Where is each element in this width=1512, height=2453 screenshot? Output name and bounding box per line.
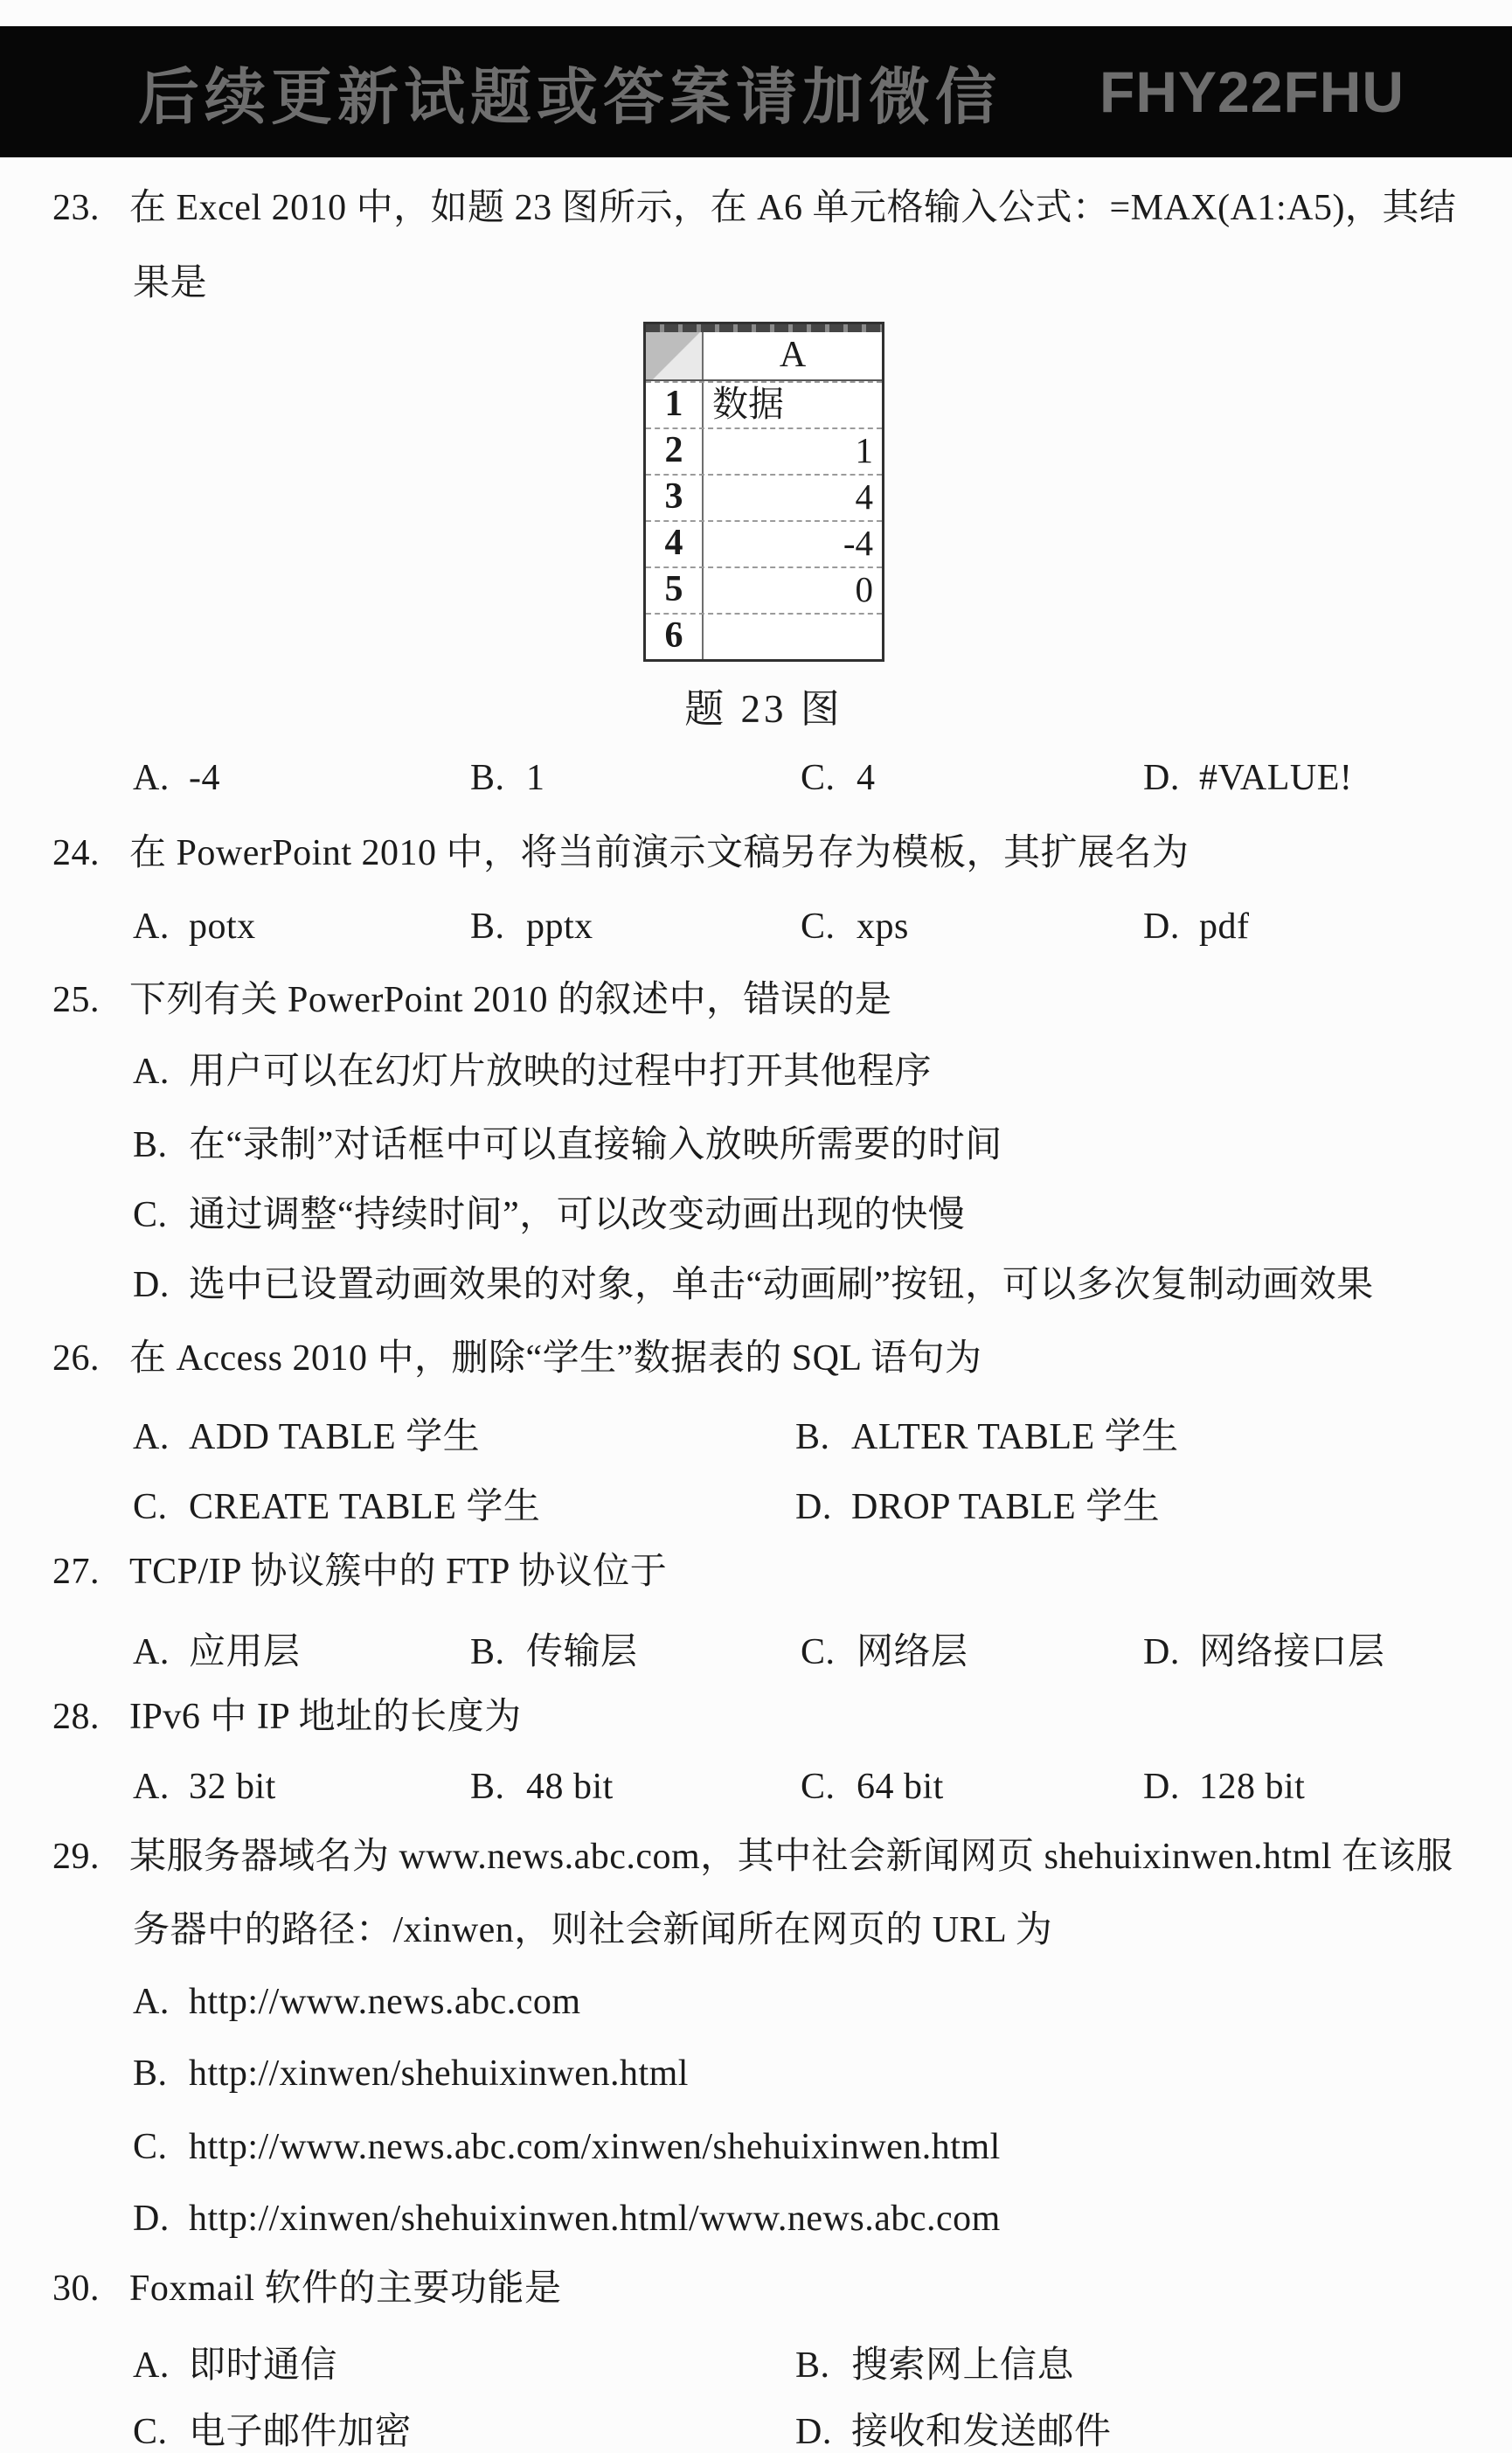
question-30-options-row-2: [0, 2402, 1512, 2453]
question-28-options: [0, 1766, 1512, 1820]
cell-a3-value: 4: [855, 476, 873, 517]
sheet-row-2: [646, 427, 882, 474]
option-25-c: C. 通过调整“持续时间”，可以改变动画出现的快慢: [133, 1195, 966, 1235]
excel-figure: [643, 322, 884, 662]
question-25-text: 下列有关 PowerPoint 2010 的叙述中，错误的是: [129, 980, 892, 1020]
question-27-options: [0, 1623, 1512, 1677]
question-23-line-2: 果是: [133, 263, 208, 303]
question-26-options-row-1: [0, 1407, 1512, 1462]
cell-a5-value: 0: [855, 569, 873, 609]
row-number-5: 5: [646, 568, 704, 613]
question-30-options-row-1: [0, 2336, 1512, 2390]
question-26-number: 26.: [52, 1338, 100, 1379]
option-24-d: D. pdf: [1143, 907, 1250, 947]
option-28-a: A. 32 bit: [133, 1767, 276, 1807]
option-25-d: D. 选中已设置动画效果的对象，单击“动画刷”按钮，可以多次复制动画效果: [133, 1265, 1374, 1305]
question-23-text: 在 Excel 2010 中，如题 23 图所示，在 A6 单元格输入公式：=MAX(A1:A5)，其结: [129, 188, 1457, 228]
question-30-line-1: [52, 2266, 562, 2312]
question-29-line-1: [52, 1834, 1453, 1880]
question-29-text: 某服务器域名为 www.news.abc.com，其中社会新闻网页 shehuixinwen.html 在该服: [129, 1837, 1453, 1877]
option-23-c: C. 4: [801, 758, 876, 798]
sheet-row-3: [646, 474, 882, 520]
question-27-number: 27.: [52, 1552, 100, 1592]
banner-wechat-id: FHY22FHU: [1099, 59, 1405, 124]
option-29-c: C. http://www.news.abc.com/xinwen/shehuixinwen.html: [133, 2127, 1001, 2167]
option-27-c: C. 网络层: [801, 1632, 968, 1672]
option-27-d: D. 网络接口层: [1143, 1632, 1385, 1672]
question-25-number: 25.: [52, 980, 100, 1020]
option-24-c: C. xps: [801, 907, 909, 947]
row-number-3: 3: [646, 476, 704, 520]
option-28-d: D. 128 bit: [1143, 1767, 1306, 1807]
sheet-header-row: [646, 332, 882, 381]
question-23-line-1: [52, 185, 1456, 232]
row-number-4: 4: [646, 522, 704, 566]
sheet-row-1: [646, 381, 882, 427]
row-number-2: 2: [646, 429, 704, 474]
cell-a1-value: 数据: [712, 384, 784, 424]
option-25-b: B. 在“录制”对话框中可以直接输入放映所需要的时间: [133, 1125, 1002, 1165]
option-26-a: A. ADD TABLE 学生: [133, 1417, 481, 1457]
question-24-options: [0, 906, 1512, 960]
banner-notice-text: 后续更新试题或答案请加微信: [138, 62, 1002, 131]
option-30-c: C. 电子邮件加密: [133, 2412, 413, 2452]
question-29-number: 29.: [52, 1837, 100, 1877]
option-29-a: A. http://www.news.abc.com: [133, 1982, 581, 2022]
option-28-c: C. 64 bit: [801, 1767, 944, 1807]
question-24-number: 24.: [52, 833, 100, 873]
question-27-line-1: [52, 1549, 667, 1595]
option-23-a: A. -4: [133, 758, 220, 798]
question-26-text: 在 Access 2010 中，删除“学生”数据表的 SQL 语句为: [129, 1338, 982, 1379]
option-26-b: B. ALTER TABLE 学生: [795, 1417, 1179, 1457]
row-number-6: 6: [646, 615, 704, 659]
cell-a6-value: [704, 615, 882, 659]
scan-artifact-band: [646, 324, 882, 332]
question-23-options: [0, 757, 1512, 811]
sheet-row-6: [646, 613, 882, 659]
cell-a4-value: -4: [843, 523, 873, 563]
question-29-line-2: 务器中的路径：/xinwen，则社会新闻所在网页的 URL 为: [133, 1910, 1053, 1950]
option-24-b: B. pptx: [470, 907, 593, 947]
option-30-a: A. 即时通信: [133, 2345, 338, 2386]
option-27-a: A. 应用层: [133, 1632, 301, 1672]
row-number-1: 1: [646, 383, 704, 427]
question-28-line-1: [52, 1694, 522, 1741]
option-29-b: B. http://xinwen/shehuixinwen.html: [133, 2053, 689, 2094]
select-all-cell: [646, 332, 704, 379]
figure-caption: 题 23 图: [684, 687, 843, 731]
question-30-number: 30.: [52, 2269, 100, 2309]
question-24-line-1: [52, 830, 1189, 877]
question-27-text: TCP/IP 协议簇中的 FTP 协议位于: [129, 1552, 668, 1592]
option-30-d: D. 接收和发送邮件: [795, 2412, 1112, 2452]
option-24-a: A. potx: [133, 907, 256, 947]
cell-a2-value: 1: [855, 430, 873, 470]
sheet-row-5: [646, 566, 882, 613]
option-28-b: B. 48 bit: [470, 1767, 614, 1807]
option-23-b: B. 1: [470, 758, 545, 798]
option-29-d: D. http://xinwen/shehuixinwen.html/www.news.abc.com: [133, 2199, 1001, 2239]
option-27-b: B. 传输层: [470, 1632, 638, 1672]
option-26-c: C. CREATE TABLE 学生: [133, 1487, 541, 1527]
question-23-number: 23.: [52, 188, 100, 228]
question-26-options-row-2: [0, 1477, 1512, 1532]
question-25-line-1: [52, 977, 892, 1024]
wechat-notice-banner: [0, 26, 1512, 157]
question-30-text: Foxmail 软件的主要功能是: [129, 2269, 562, 2309]
option-26-d: D. DROP TABLE 学生: [795, 1487, 1161, 1527]
question-28-text: IPv6 中 IP 地址的长度为: [129, 1697, 522, 1737]
option-30-b: B. 搜索网上信息: [795, 2345, 1075, 2386]
question-26-line-1: [52, 1336, 982, 1382]
sheet-row-4: [646, 520, 882, 566]
option-25-a: A. 用户可以在幻灯片放映的过程中打开其他程序: [133, 1052, 933, 1092]
column-header-a: A: [779, 335, 807, 375]
question-24-text: 在 PowerPoint 2010 中，将当前演示文稿另存为模板，其扩展名为: [129, 833, 1189, 873]
question-28-number: 28.: [52, 1697, 100, 1737]
option-23-d: D. #VALUE!: [1143, 758, 1353, 798]
